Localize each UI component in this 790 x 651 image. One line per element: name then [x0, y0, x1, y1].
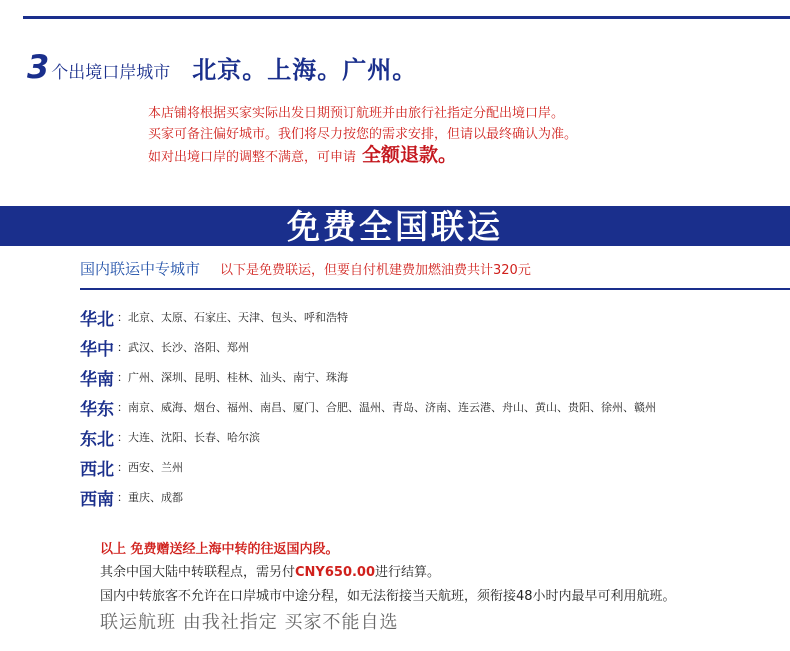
extra-fee-pre: 其余中国大陆中转联程点，需另付	[100, 565, 296, 580]
region-name: 华东	[80, 399, 114, 420]
exit-ports-heading	[27, 48, 417, 88]
notice-line-3-text: 如对出境口岸的调整不满意，可申请	[148, 150, 357, 165]
region-name: 东北	[80, 429, 114, 450]
region-row-dongbei	[80, 422, 780, 452]
transfer-rule-note: 国内中转旅客不允许在口岸城市中途分程，如无法衔接当天航班，须衔接48小时内最早可利用航班。	[100, 589, 676, 604]
region-cities: ：南京、威海、烟台、福州、南昌、厦门、合肥、温州、青岛、济南、连云港、舟山、黄山、贵阳、徐州、赣州	[117, 401, 656, 414]
region-row-huabei	[80, 302, 780, 332]
region-cities: ：西安、兰州	[117, 461, 183, 474]
port-cities: 北京。上海。广州。	[192, 56, 418, 84]
region-cities: ：重庆、成都	[117, 491, 183, 504]
port-count: 3	[27, 48, 50, 86]
subheader-note: 以下是免费联运，但要自付机建费加燃油费共计320元	[220, 263, 531, 278]
notice-line-2: 买家可备注偏好城市。我们将尽力按您的需求安排，但请以最终确认为准。	[148, 127, 578, 142]
ports-label: 个出境口岸城市	[51, 63, 171, 83]
region-row-xibei	[80, 452, 780, 482]
extra-fee-amount: CNY650.00	[295, 565, 376, 580]
region-name: 西南	[80, 489, 114, 510]
transfer-cities-subheader	[80, 258, 790, 290]
flight-assignment-note: 联运航班 由我社指定 买家不能自选	[100, 612, 399, 633]
region-name: 华北	[80, 309, 114, 330]
region-cities: ：大连、沈阳、长春、哈尔滨	[117, 431, 260, 444]
region-list	[80, 302, 780, 512]
banner-title: 免费全国联运	[287, 207, 503, 246]
notice-line-3	[148, 145, 668, 168]
region-name: 西北	[80, 459, 114, 480]
extra-fee-post: 进行结算。	[375, 565, 441, 580]
region-cities: ：广州、深圳、昆明、桂林、汕头、南宁、珠海	[117, 371, 348, 384]
region-name: 华中	[80, 339, 114, 360]
region-row-huazhong	[80, 332, 780, 362]
extra-fee-note	[100, 561, 780, 585]
footer-notes	[100, 538, 780, 637]
free-domestic-leg-note: 以上 免费赠送经上海中转的往返国内段。	[100, 542, 339, 557]
region-cities: ：北京、太原、石家庄、天津、包头、呼和浩特	[117, 311, 348, 324]
subheader-title: 国内联运中专城市	[80, 260, 201, 278]
region-row-huadong	[80, 392, 780, 422]
notice-line-1: 本店铺将根据买家实际出发日期预订航班并由旅行社指定分配出境口岸。	[148, 106, 565, 121]
region-name: 华南	[80, 369, 114, 390]
full-refund-text: 全额退款。	[362, 144, 458, 166]
notice-block	[148, 103, 668, 168]
region-row-xinan	[80, 482, 780, 512]
region-cities: ：武汉、长沙、洛阳、郑州	[117, 341, 249, 354]
top-divider	[23, 16, 790, 19]
region-row-huanan	[80, 362, 780, 392]
